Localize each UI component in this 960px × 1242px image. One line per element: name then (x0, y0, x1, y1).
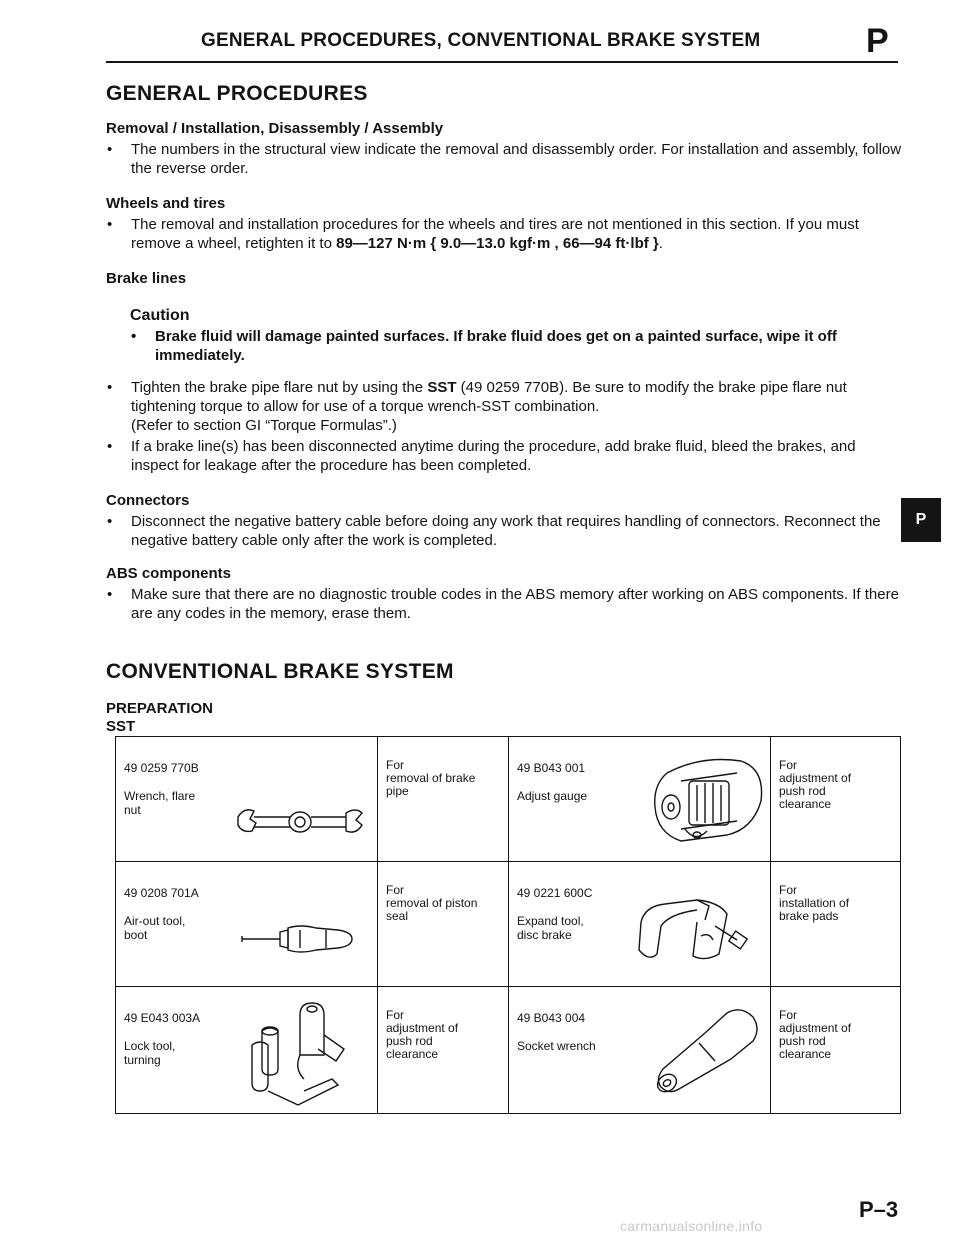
page-number: P–3 (859, 1197, 899, 1222)
flare-nut-wrench-icon (234, 803, 366, 843)
wheel-torque-value: 89—127 N·m { 9.0—13.0 kgf·m , 66—94 ft·lbf } (336, 235, 659, 252)
flare-nut-bullet (106, 378, 906, 435)
tool-part-number: 49 E043 003A (124, 1011, 201, 1025)
tool-purpose: For adjustment of push rod clearance (779, 1008, 852, 1061)
tool-part-number: 49 B043 004 (517, 1011, 586, 1025)
tool-cell (509, 862, 771, 986)
caution-block (130, 306, 910, 365)
purpose-cell (771, 737, 900, 861)
purpose-cell (771, 987, 900, 1113)
brake-lines-section (106, 270, 906, 288)
wheels-tires-section (106, 195, 906, 253)
removal-installation-bullet: • The numbers in the structural view indicate the removal and disassembly order. For installation and assembly, follow the reverse order. (106, 140, 906, 178)
tool-purpose: For adjustment of push rod clearance (386, 1008, 459, 1061)
wheels-tires-text: The removal and installation procedures for the wheels and tires are not mentioned in this section. If you must remove a wheel, retighten it to (131, 216, 859, 252)
purpose-cell (378, 987, 509, 1113)
adjust-gauge-icon (641, 751, 769, 847)
section-side-tab: P (901, 498, 941, 542)
preparation-title: PREPARATION (106, 700, 213, 717)
socket-wrench-icon (641, 999, 765, 1105)
abs-components-title: ABS components (106, 565, 232, 582)
sst-label: SST (427, 379, 457, 396)
purpose-cell (378, 737, 509, 861)
flare-nut-text: Tighten the brake pipe flare nut by using the (131, 379, 428, 396)
tool-cell (116, 737, 378, 861)
page-header-section-letter: P (866, 22, 889, 60)
tool-name: Adjust gauge (517, 789, 588, 803)
tool-name: Lock tool, turning (124, 1039, 176, 1067)
expand-tool-icon (635, 892, 753, 974)
wheels-tires-bullet (106, 215, 906, 253)
tool-part-number: 49 0221 600C (517, 886, 593, 900)
general-procedures-heading: GENERAL PROCEDURES (106, 82, 368, 105)
conventional-brake-heading: CONVENTIONAL BRAKE SYSTEM (106, 660, 454, 683)
tool-part-number: 49 0208 701A (124, 886, 199, 900)
caution-bullet: • Brake fluid will damage painted surfaces. If brake fluid does get on a painted surface, wipe it off immediately. (130, 327, 910, 365)
connectors-section (106, 492, 906, 550)
tool-purpose: For removal of brake pipe (386, 758, 476, 798)
wheels-tires-text-end: . (658, 235, 663, 252)
tool-name: Wrench, flare nut (124, 789, 196, 817)
tool-purpose: For installation of brake pads (779, 883, 850, 923)
purpose-cell (771, 862, 900, 986)
removal-installation-title: Removal / Installation, Disassembly / Assembly (106, 120, 444, 137)
tool-part-number: 49 B043 001 (517, 761, 586, 775)
flare-nut-text-end: (49 0259 770B). Be sure to modify the brake pipe flare nut tightening torque to allow for use of a torque wrench-SST combination. (131, 379, 847, 415)
abs-components-section (106, 565, 906, 623)
purpose-cell (378, 862, 509, 986)
header-rule (106, 61, 898, 63)
tool-purpose: For adjustment of push rod clearance (779, 758, 852, 811)
tool-cell (116, 987, 378, 1113)
lock-tool-icon (238, 995, 368, 1107)
watermark-text: carmanualsonline.info (620, 1218, 763, 1234)
table-row (116, 862, 900, 987)
brake-lines-bullets (106, 376, 906, 475)
abs-components-bullet: • Make sure that there are no diagnostic trouble codes in the ABS memory after working on ABS components. If there are any codes in the memory, erase them. (106, 585, 906, 623)
bleed-brakes-bullet: • If a brake line(s) has been disconnected anytime during the procedure, add brake fluid, bleed the brakes, and inspect for leakage after the procedure has been completed. (106, 437, 906, 475)
connectors-bullet: • Disconnect the negative battery cable before doing any work that requires handling of connectors. Reconnect the negative battery cable only after the work is completed. (106, 512, 906, 550)
preparation-block (106, 700, 906, 736)
brake-lines-title: Brake lines (106, 270, 187, 287)
tool-name: Socket wrench (517, 1039, 596, 1053)
tool-purpose: For removal of piston seal (386, 883, 478, 923)
tool-cell (509, 737, 771, 861)
page-header-title: GENERAL PROCEDURES, CONVENTIONAL BRAKE SYSTEM (201, 30, 761, 51)
tool-part-number: 49 0259 770B (124, 761, 199, 775)
table-row (116, 987, 900, 1113)
wheels-tires-title: Wheels and tires (106, 195, 226, 212)
table-row (116, 737, 900, 862)
sst-table (115, 736, 901, 1114)
removal-installation-section (106, 120, 906, 178)
tool-cell (116, 862, 378, 986)
air-out-tool-icon (240, 920, 360, 954)
torque-formulas-reference: (Refer to section GI “Torque Formulas”.) (131, 417, 397, 434)
connectors-title: Connectors (106, 492, 190, 509)
caution-title: Caution (130, 307, 190, 324)
tool-cell (509, 987, 771, 1113)
tool-name: Expand tool, disc brake (517, 914, 584, 942)
sst-title: SST (106, 718, 136, 735)
tool-name: Air-out tool, boot (124, 914, 186, 942)
